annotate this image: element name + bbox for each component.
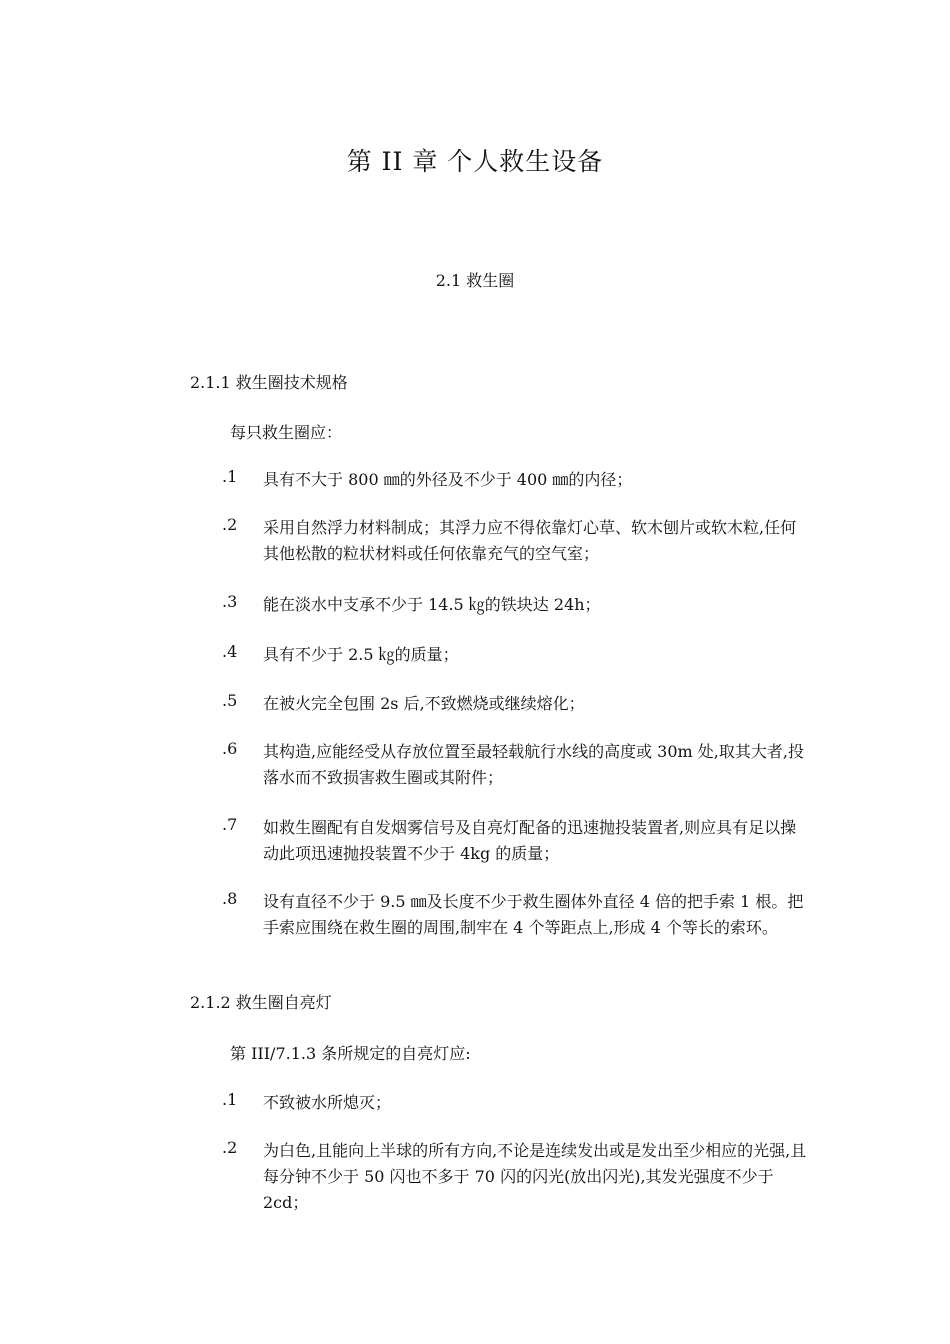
- list-item-number: .7: [222, 815, 238, 834]
- subsection-intro: 第 III/7.1.3 条所规定的自亮灯应:: [230, 1044, 471, 1063]
- list-item-text: 如救生圈配有自发烟雾信号及自亮灯配备的迅速抛投装置者,则应具有足以操动此项迅速抛投装置不少于 4kg 的质量；: [263, 818, 797, 863]
- list-item-text: 设有直径不少于 9.5 ㎜及长度不少于救生圈体外直径 4 倍的把手索 1 根。把手索应围绕在救生圈的周围,制牢在 4 个等距点上,形成 4 个等长的索环。: [263, 892, 804, 937]
- list-item-number: .8: [222, 889, 238, 908]
- list-item: [222, 691, 822, 717]
- section-title: 2.1 救生圈: [435, 271, 515, 290]
- list-item-number: .2: [222, 1138, 238, 1157]
- list-item-number: .5: [222, 691, 238, 710]
- list-item-text: 能在淡水中支承不少于 14.5 ㎏的铁块达 24h；: [263, 595, 601, 614]
- list-item: [222, 739, 822, 791]
- chapter-title: 第 II 章 个人救生设备: [346, 147, 604, 176]
- list-item: [222, 1138, 822, 1216]
- list-item-number: .1: [222, 467, 238, 486]
- list-item-text: 具有不少于 2.5 ㎏的质量；: [263, 645, 459, 664]
- list-item: [222, 815, 822, 867]
- list-item-number: .6: [222, 739, 238, 758]
- list-item: [222, 515, 822, 567]
- list-item-text: 在被火完全包围 2s 后,不致燃烧或继续熔化；: [263, 694, 585, 713]
- list-item-number: .2: [222, 515, 238, 534]
- list-item-text: 其构造,应能经受从存放位置至最轻载航行水线的高度或 30m 处,取其大者,投落水而不致损害救生圈或其附件；: [263, 742, 804, 787]
- list-item-text: 具有不大于 800 ㎜的外径及不少于 400 ㎜的内径；: [263, 470, 633, 489]
- list-item: [222, 467, 822, 493]
- list-item-text: 不致被水所熄灭；: [263, 1093, 392, 1112]
- list-item: [222, 592, 822, 618]
- list-item-number: .1: [222, 1090, 238, 1109]
- list-item-number: .3: [222, 592, 238, 611]
- list-item: [222, 642, 822, 668]
- list-item: [222, 1090, 822, 1116]
- list-item-text: 采用自然浮力材料制成；其浮力应不得依靠灯心草、软木刨片或软木粒,任何其他松散的粒状材料或任何依靠充气的空气室；: [263, 518, 797, 563]
- subsection-intro: 每只救生圈应：: [230, 423, 343, 442]
- subsection-heading: 2.1.2 救生圈自亮灯: [190, 993, 332, 1012]
- list-item-number: .4: [222, 642, 238, 661]
- list-item-text: 为白色,且能向上半球的所有方向,不论是连续发出或是发出至少相应的光强,且每分钟不少于 50 闪也不多于 70 闪的闪光(放出闪光),其发光强度不少于 2cd；: [263, 1141, 807, 1212]
- list-item: [222, 889, 822, 941]
- subsection-heading: 2.1.1 救生圈技术规格: [190, 373, 348, 392]
